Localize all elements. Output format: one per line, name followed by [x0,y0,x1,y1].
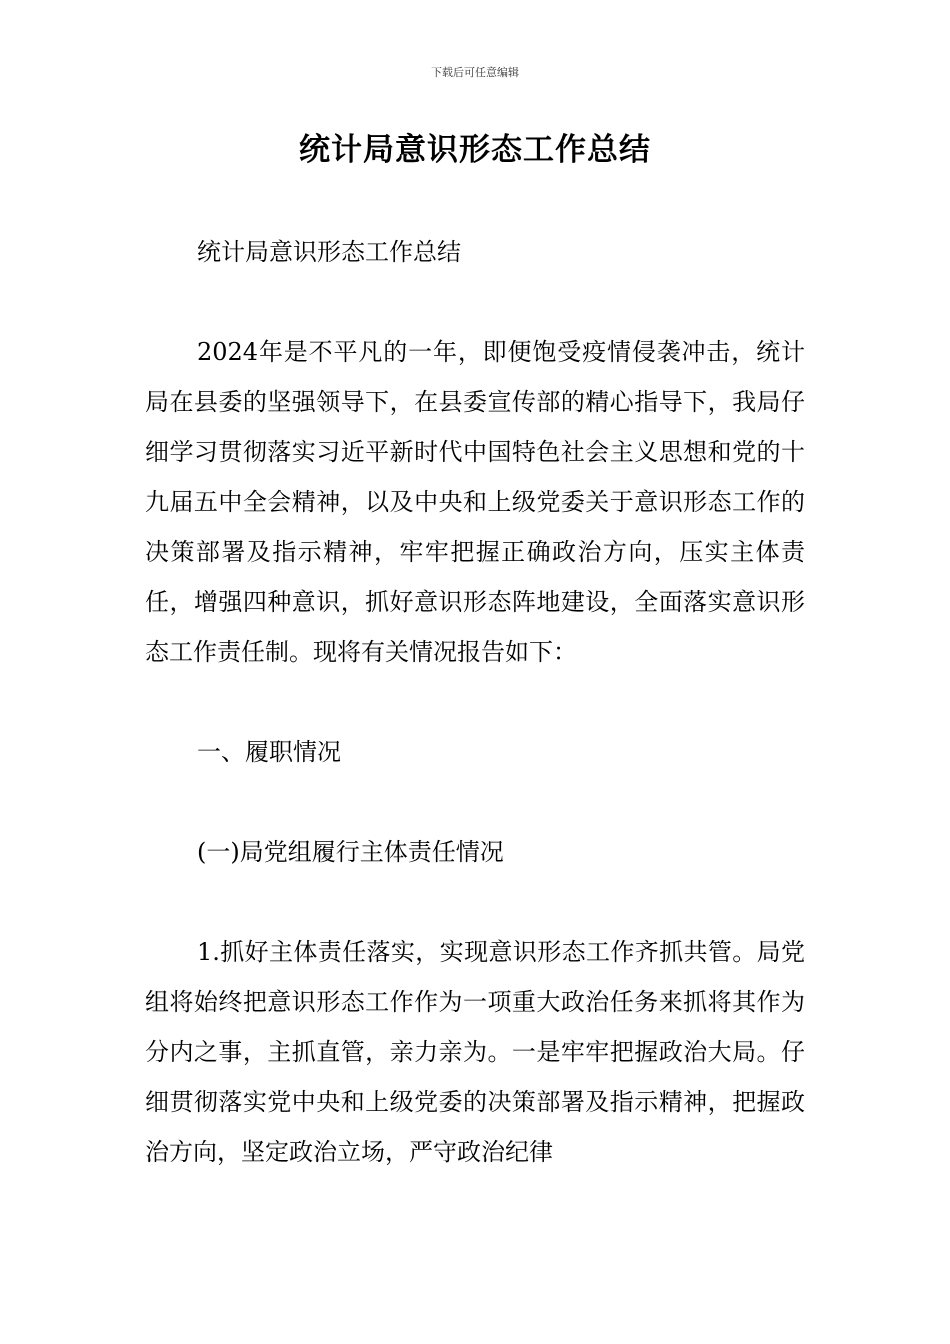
section-heading-1: 一、履职情况 [197,738,341,766]
paragraph-subtitle: 统计局意识形态工作总结 [197,238,461,266]
paragraph-item-1: 1.抓好主体责任落实，实现意识形态工作齐抓共管。局党组将始终把意识形态工作作为一项重大政治任务来抓将其作为分内之事，主抓直管，亲力亲为。一是牢牢把握政治大局。仔细贯彻落实党中央和上级党委的决策部署及指示精神，把握政治方向，坚定政治立场，严守政治纪律 [145,938,805,1166]
subsection-heading-1: (一)局党组履行主体责任情况 [197,838,504,866]
paragraph-intro: 2024年是不平凡的一年，即便饱受疫情侵袭冲击，统计局在县委的坚强领导下，在县委宣传部的精心指导下，我局仔细学习贯彻落实习近平新时代中国特色社会主义思想和党的十九届五中全会精神，以及中央和上级党委关于意识形态工作的决策部署及指示精神，牢牢把握正确政治方向，压实主体责任，增强四种意识，抓好意识形态阵地建设，全面落实意识形态工作责任制。现将有关情况报告如下： [145,338,805,666]
document-body [145,227,805,1177]
document-title: 统计局意识形态工作总结 [299,132,651,168]
page-header-note: 下载后可任意编辑 [431,66,519,79]
